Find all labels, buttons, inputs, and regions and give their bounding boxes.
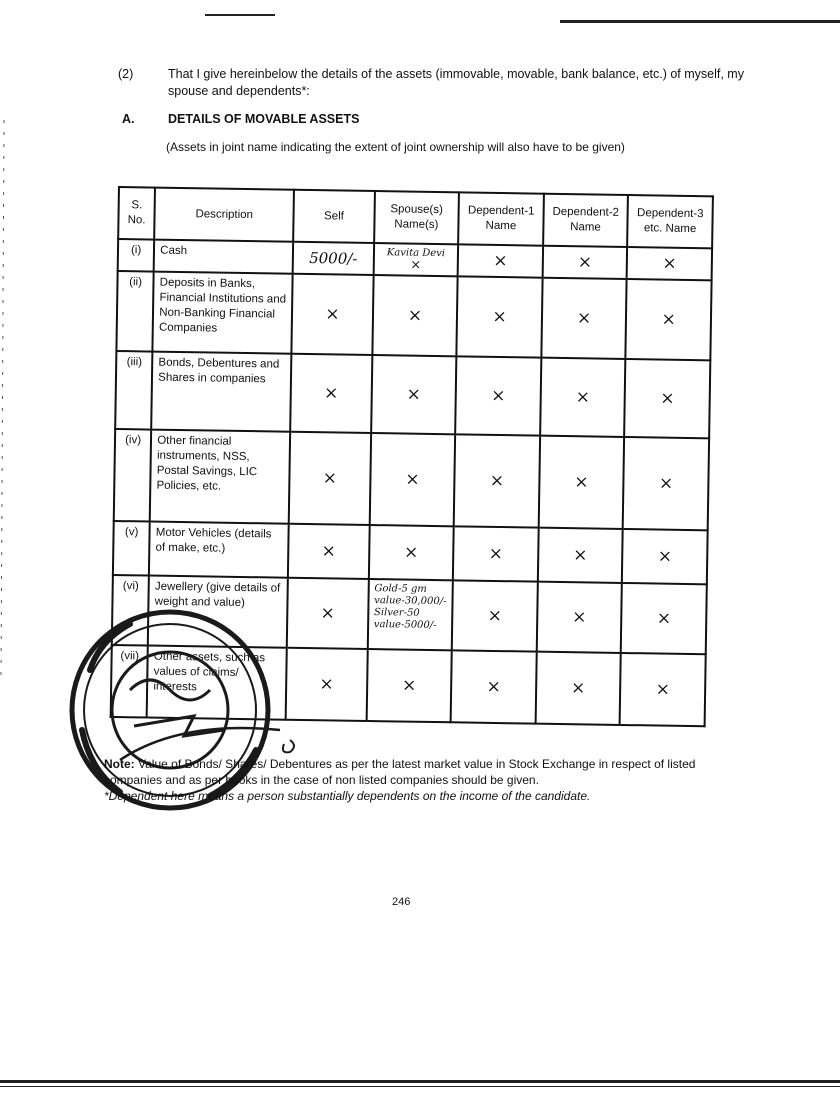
cell-mark: × [453,526,538,581]
paragraph-text: That I give hereinbelow the details of the assets (immovable, movable, bank balance, etc.) of myself, my spouse and dependents*: [168,67,744,98]
cell-mark: × [366,649,452,722]
cell-mark: × [289,432,371,525]
cell-mark: × [287,578,369,649]
note-text-2: *Dependent here means a person substantially dependents on the income of the candidate. [104,789,591,803]
header-description: Description [154,188,294,242]
note-text-1: Value of Bonds/ Shares/ Debentures as per the latest market value in Stock Exchange in respect of listed companies and as per books in the case of non listed companies should be given. [104,757,696,787]
cash-dep1-mark: × [458,244,543,277]
cell-mark: × [290,354,372,433]
cell-mark: × [292,274,374,355]
cell-mark: × [537,582,623,653]
cell-mark: × [535,652,621,725]
cell-mark: × [451,650,537,723]
cell-mark: × [538,436,624,529]
row-description: Other financial instruments, NSS, Postal Savings, LIC Policies, etc. [150,430,290,524]
note-line-1 [104,756,724,788]
note-label: Note: [104,757,135,771]
scan-noise-left-edge [0,120,6,680]
header-dependent-3: Dependent-3 etc. Name [627,195,712,248]
cell-mark: × [624,359,710,438]
row-sno: (iii) [115,351,152,430]
section-subtitle: (Assets in joint name indicating the extent of joint ownership will also have to be given) [166,140,625,154]
scan-bottom-edge-2 [0,1086,840,1087]
handwritten-line: value-30,000/- [374,595,447,608]
page-number: 246 [392,896,411,908]
header-sno: S. No. [118,187,155,240]
header-dependent-2: Dependent-2 Name [543,194,628,247]
cell-mark: × [452,580,538,651]
cash-self-value: 5000/- [293,242,374,275]
table-row [114,429,709,530]
cell-mark: × [286,648,368,721]
row-sno: (iv) [114,429,152,522]
cell-mark: × [540,358,626,437]
cell-mark: × [623,437,709,530]
cell-mark: × [288,524,369,579]
cell-mark: × [369,433,455,526]
row-description: Deposits in Banks, Financial Institutions and Non-Banking Financial Companies [153,272,293,354]
handwritten-line: Gold-5 gm [374,583,427,595]
cell-mark: × [369,525,454,580]
table-row [115,351,710,438]
scan-top-edge-left [205,14,275,16]
header-dependent-1: Dependent-1 Name [458,192,543,245]
header-spouse: Spouse(s) Name(s) [374,191,459,244]
section-letter: A. [122,112,135,126]
row-sno: (vii) [111,645,148,718]
cell-mark: × [541,278,627,359]
scan-top-edge [560,20,840,23]
cash-spouse-mark: × [410,257,422,273]
cell-mark: × [626,279,712,360]
table-row [116,271,711,360]
cell-mark: × [371,355,457,434]
spouse-name-handwritten: Kavita Devi [386,247,446,260]
cell-mark: × [454,434,540,527]
cell-mark: × [538,528,623,583]
row-description: Jewellery (give details of weight and value) [148,576,288,648]
jewellery-spouse-details [367,579,453,650]
row-description: Bonds, Debentures and Shares in companies [151,352,291,432]
table-row [113,521,708,584]
row-description: Other assets, such as values of claims/ interests [147,646,287,720]
cell-mark: × [620,653,706,726]
cell-mark: × [455,356,541,435]
handwritten-line: value-5000/- [373,619,437,632]
table-header-row [118,187,713,248]
cell-mark: × [621,583,707,654]
header-self: Self [293,190,374,243]
cell-mark: × [457,276,543,357]
table-footnote [104,756,724,804]
handwritten-line: Silver-50 [373,607,420,619]
official-seal-stamp-icon [60,600,300,840]
row-sno: (vi) [112,575,149,646]
section-title: DETAILS OF MOVABLE ASSETS [168,112,360,126]
cell-mark: × [372,275,458,356]
row-sno: (i) [118,239,155,272]
scan-bottom-edge [0,1080,840,1083]
cash-dep2-mark: × [542,246,627,279]
row-description: Motor Vehicles (details of make, etc.) [149,522,289,578]
row-sno: (v) [113,521,150,576]
row-description: Cash [154,240,293,274]
cash-dep3-mark: × [627,247,712,280]
cash-spouse-cell [373,243,458,276]
row-sno: (ii) [116,271,153,352]
paragraph-number: (2) [118,67,134,81]
cell-mark: × [622,529,707,584]
